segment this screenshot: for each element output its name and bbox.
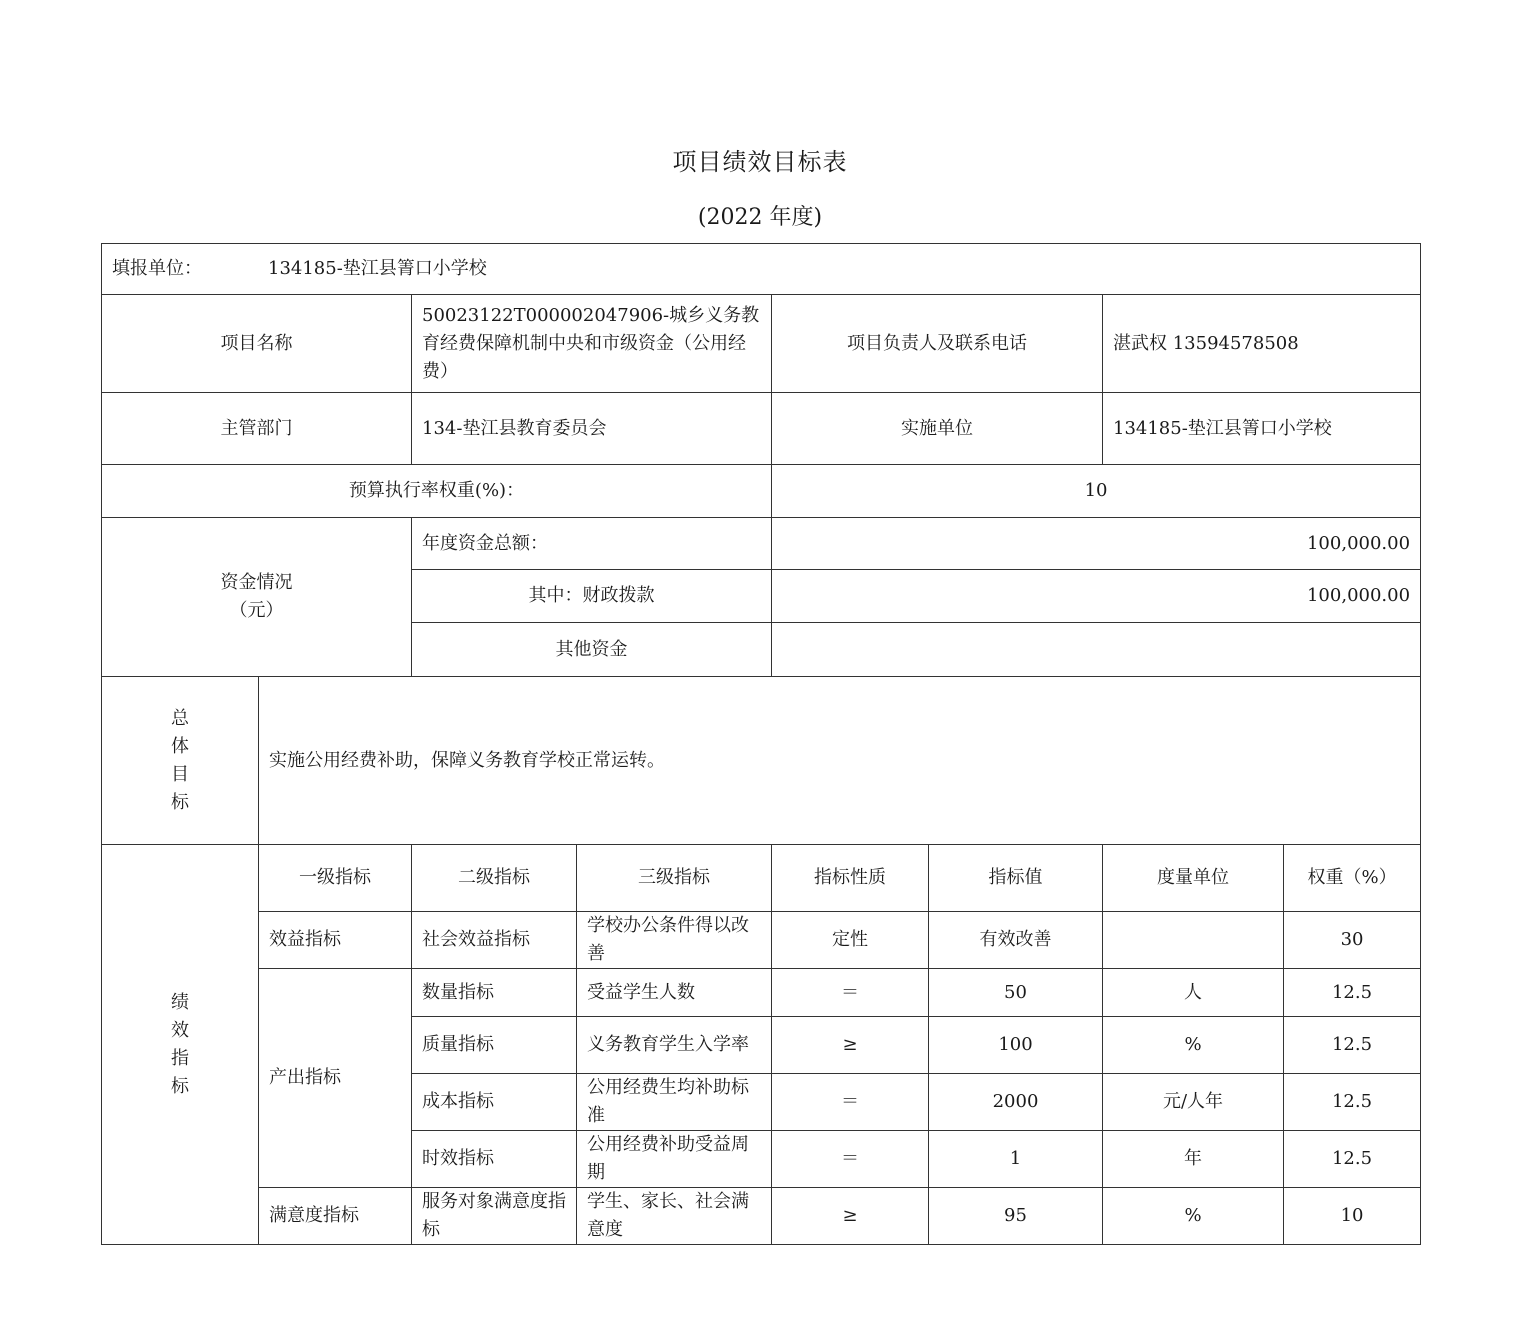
performance-table <box>101 243 1421 1245</box>
impl-value: 134185-垫江县箐口小学校 <box>1103 393 1421 465</box>
weight-cell: 30 <box>1284 912 1421 969</box>
project-name-value: 50023122T000002047906-城乡义务教育经费保障机制中央和市级资金（公用经费） <box>412 295 772 393</box>
unit-cell: 年 <box>1103 1131 1284 1188</box>
header-weight: 权重（%） <box>1284 845 1421 912</box>
level2-cell: 服务对象满意度指标 <box>412 1188 577 1245</box>
unit-cell: 人 <box>1103 969 1284 1017</box>
nature-cell: ＝ <box>772 969 929 1017</box>
annual-total-label: 年度资金总额： <box>412 518 772 570</box>
dept-value: 134-垫江县教育委员会 <box>412 393 772 465</box>
fiscal-label: 其中：财政拨款 <box>412 570 772 623</box>
nature-cell: ≥ <box>772 1017 929 1074</box>
dept-label: 主管部门 <box>102 393 412 465</box>
value-cell: 95 <box>929 1188 1103 1245</box>
perf-indicator-char: 指 <box>171 1047 189 1069</box>
unit-cell <box>1103 912 1284 969</box>
overall-goal-char: 总 <box>171 707 189 729</box>
header-value: 指标值 <box>929 845 1103 912</box>
table-row <box>102 912 1421 969</box>
table-row <box>102 1188 1421 1245</box>
nature-cell: ≥ <box>772 1188 929 1245</box>
unit-cell: % <box>1103 1188 1284 1245</box>
unit-cell: % <box>1103 1017 1284 1074</box>
other-funds-label: 其他资金 <box>412 623 772 677</box>
level3-cell: 学校办公条件得以改善 <box>577 912 772 969</box>
project-leader-label: 项目负责人及联系电话 <box>772 295 1103 393</box>
perf-indicator-char: 绩 <box>171 991 189 1013</box>
overall-goal-text: 实施公用经费补助，保障义务教育学校正常运转。 <box>259 677 1421 845</box>
level2-cell: 社会效益指标 <box>412 912 577 969</box>
level3-cell: 受益学生人数 <box>577 969 772 1017</box>
value-cell: 50 <box>929 969 1103 1017</box>
header-level1: 一级指标 <box>259 845 412 912</box>
level2-cell: 时效指标 <box>412 1131 577 1188</box>
fill-unit-label: 填报单位： <box>112 258 202 279</box>
level1-cell: 效益指标 <box>259 912 412 969</box>
fill-unit-cell <box>102 244 1421 295</box>
level3-cell: 公用经费补助受益周期 <box>577 1131 772 1188</box>
level3-cell: 义务教育学生入学率 <box>577 1017 772 1074</box>
perf-indicator-char: 标 <box>171 1075 189 1097</box>
weight-cell: 10 <box>1284 1188 1421 1245</box>
page-subtitle: (2022 年度) <box>697 205 823 230</box>
budget-rate-label: 预算执行率权重(%)： <box>102 465 772 518</box>
value-cell: 1 <box>929 1131 1103 1188</box>
nature-cell: ＝ <box>772 1074 929 1131</box>
funds-label-line1: 资金情况 <box>220 572 293 593</box>
unit-cell: 元/人年 <box>1103 1074 1284 1131</box>
weight-cell: 12.5 <box>1284 1017 1421 1074</box>
header-level3: 三级指标 <box>577 845 772 912</box>
weight-cell: 12.5 <box>1284 1074 1421 1131</box>
level2-cell: 数量指标 <box>412 969 577 1017</box>
overall-goal-row <box>102 677 1421 845</box>
value-cell: 2000 <box>929 1074 1103 1131</box>
impl-label: 实施单位 <box>772 393 1103 465</box>
level2-cell: 质量指标 <box>412 1017 577 1074</box>
weight-cell: 12.5 <box>1284 1131 1421 1188</box>
project-name-row <box>102 295 1421 393</box>
level1-cell: 产出指标 <box>259 969 412 1188</box>
indicator-header-row <box>102 845 1421 912</box>
header-level2: 二级指标 <box>412 845 577 912</box>
value-cell: 100 <box>929 1017 1103 1074</box>
weight-cell: 12.5 <box>1284 969 1421 1017</box>
other-funds-value <box>772 623 1421 677</box>
level2-cell: 成本指标 <box>412 1074 577 1131</box>
table-row <box>102 969 1421 1017</box>
nature-cell: ＝ <box>772 1131 929 1188</box>
fill-unit-row <box>102 244 1421 295</box>
annual-total-row <box>102 518 1421 570</box>
perf-indicator-label <box>102 845 259 1245</box>
overall-goal-label <box>102 677 259 845</box>
header-unit: 度量单位 <box>1103 845 1284 912</box>
project-name-label: 项目名称 <box>102 295 412 393</box>
level3-cell: 学生、家长、社会满意度 <box>577 1188 772 1245</box>
project-leader-value: 湛武权 13594578508 <box>1103 295 1421 393</box>
header-nature: 指标性质 <box>772 845 929 912</box>
overall-goal-char: 目 <box>171 763 189 785</box>
overall-goal-char: 体 <box>171 735 189 757</box>
funds-label-line2: （元） <box>229 600 284 621</box>
budget-rate-row <box>102 465 1421 518</box>
page-title: 项目绩效目标表 <box>672 148 848 176</box>
value-cell: 有效改善 <box>929 912 1103 969</box>
fill-unit-value: 134185-垫江县箐口小学校 <box>268 258 487 279</box>
budget-rate-value: 10 <box>772 465 1421 518</box>
level1-cell: 满意度指标 <box>259 1188 412 1245</box>
overall-goal-char: 标 <box>171 791 189 813</box>
fiscal-value: 100,000.00 <box>772 570 1421 623</box>
level3-cell: 公用经费生均补助标准 <box>577 1074 772 1131</box>
funds-label <box>102 518 412 677</box>
perf-indicator-char: 效 <box>171 1019 189 1041</box>
annual-total-value: 100,000.00 <box>772 518 1421 570</box>
nature-cell: 定性 <box>772 912 929 969</box>
dept-row <box>102 393 1421 465</box>
